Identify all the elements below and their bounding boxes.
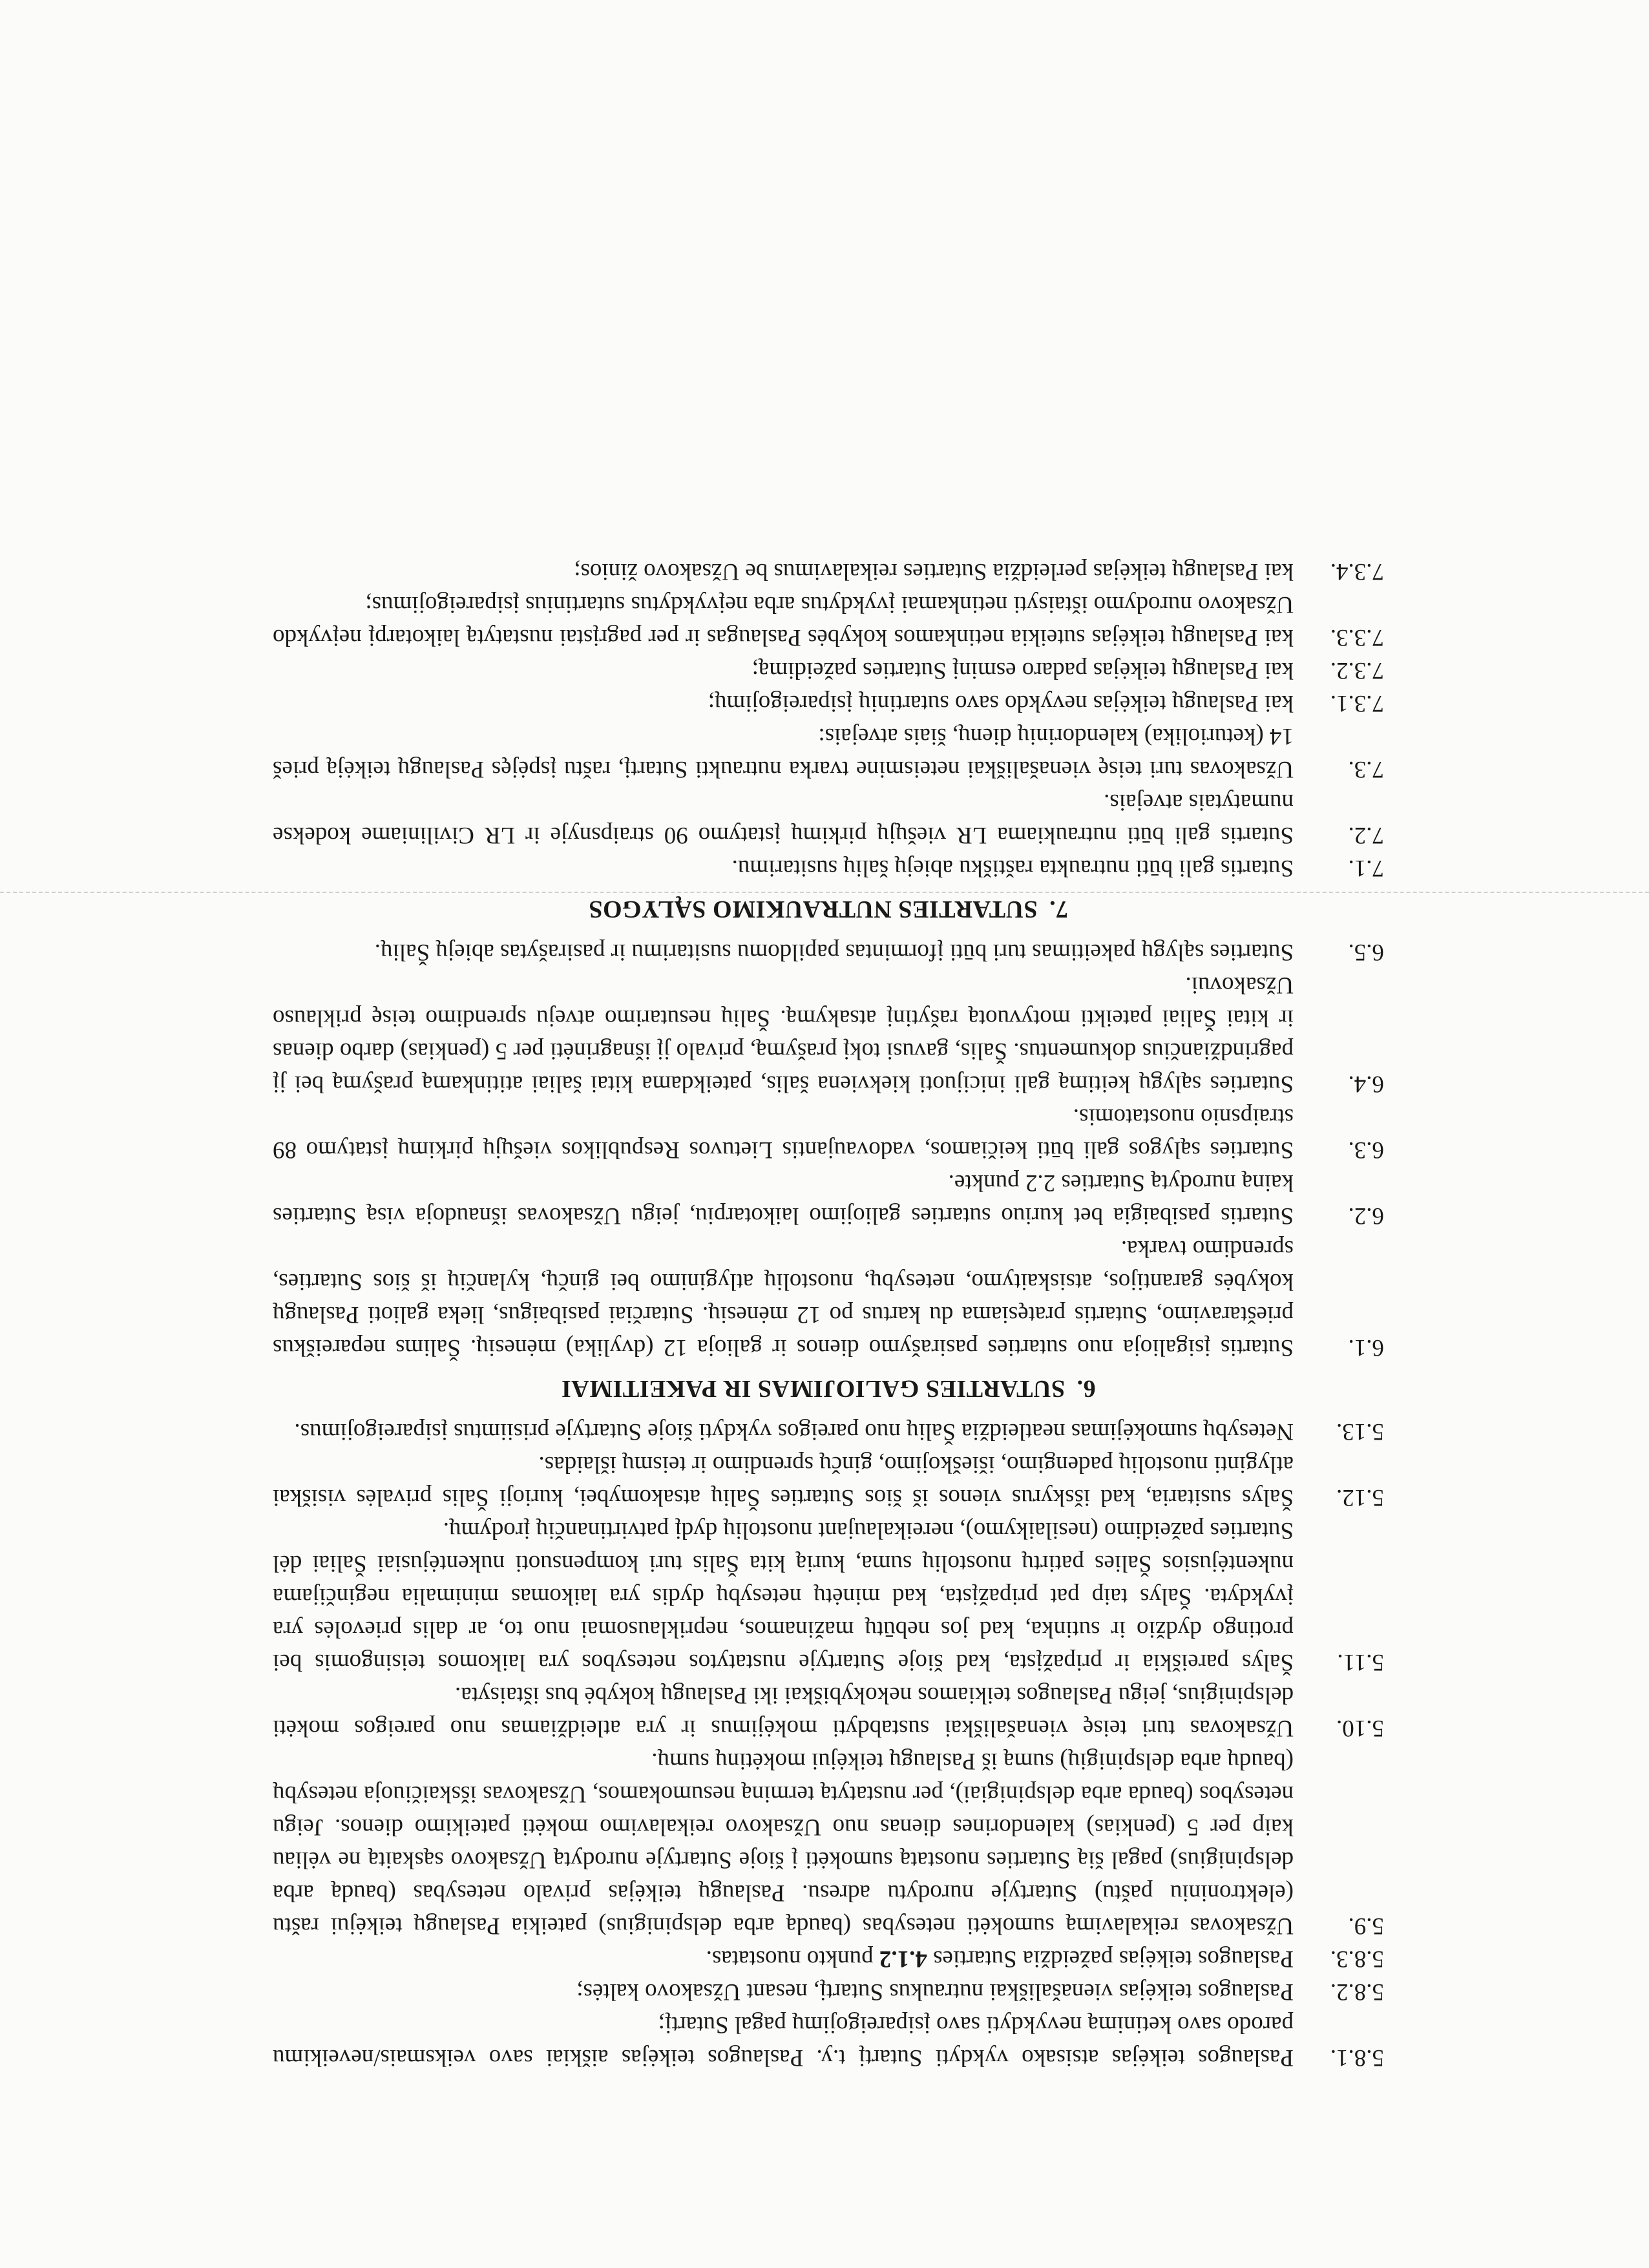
document-body <box>273 555 1384 2074</box>
clause-7-3-3 <box>273 588 1384 654</box>
section-title: SUTARTIES GALIOJIMAS IR PAKEITIMAI <box>561 1375 1066 1402</box>
clause-text: Užsakovas turi teisę vienašališkai sustabdyti mokėjimus ir yra atleidžiamas nuo pareigos mokėti delspinigius, jeigu Paslaugos teikiamos nekokybiškai iki Paslaugų kokybė bus ištaisyta. <box>273 1682 1294 1741</box>
clause-number: 7.3. <box>1348 756 1384 782</box>
clause-6-1 <box>273 1232 1384 1364</box>
clause-text: kai Paslaugų teikėjas nevykdo savo sutartinių įsipareigojimų; <box>708 690 1294 717</box>
clause-7-1 <box>273 852 1384 885</box>
clause-text-pre: Paslaugos teikėjas pažeidžia Sutarties <box>927 1946 1294 1972</box>
clause-text: kai Paslaugų teikėjas perleidžia Sutarties reikalavimus be Užsakovo žinios; <box>574 558 1294 585</box>
section-7-heading <box>273 892 1384 925</box>
clause-text: Paslaugos teikėjas vienašališkai nutraukus Sutartį, nesant Užsakovo kaltės; <box>576 1979 1294 2005</box>
clause-text: Sutartis įsigalioja nuo sutarties pasirašymo dienos ir galioja 12 (dvylika) mėnesių. Šalims nepareiškus prieštaravimo, Sutartis pratęsiama du kartus po 12 mėnesių. Sutarčiai pasibaigus, lieka galioti Paslaugų kokybės garantijos, atsiskaitymo, netesybų, nuostolių atlyginimo bei ginčų, kylančių iš šios Sutarties, sprendimo tvarka. <box>273 1235 1294 1361</box>
clause-number: 5.8.2. <box>1330 1979 1384 2005</box>
clause-text: Šalys susitaria, kad išskyrus vienos iš šios Sutarties Šalių atsakomybei, kurioji Šalis privalės visiškai atlyginti nuostolių padengimo, išieškojimo, ginčų sprendimo ir teismų išlaidas. <box>273 1451 1294 1511</box>
section-number: 6. <box>1077 1375 1096 1402</box>
clause-text-post: punkto nuostatas. <box>706 1946 879 1972</box>
clause-text: Sutarties sąlygų pakeitimas turi būti įformintas papildomu susitarimu ir pasirašytas abiejų Šalių. <box>374 939 1294 965</box>
clause-text: kai Paslaugų teikėjas suteikia netinkamos kokybės Paslaugas ir per pagrįstai nustatytą laikotarpį neįvykdo Užsakovo nurodymo ištaisyti netinkamai įvykdytus arba neįvykdytus sutartinius įsipareigojimus; <box>273 591 1294 651</box>
clause-5-8-1 <box>273 2008 1384 2074</box>
clause-number: 7.3.1. <box>1330 690 1384 717</box>
clause-text: Užsakovas turi teisę vienašališkai neteisminе tvarka nutraukti Sutartį, raštu įspėjęs Paslaugų teikėją prieš 14 (keturiolika) kalendorinių dienų, šiais atvejais: <box>273 723 1294 782</box>
clause-7-3-1 <box>273 687 1384 720</box>
clause-number: 6.4. <box>1348 1071 1384 1097</box>
clause-7-3 <box>273 720 1384 786</box>
clause-number: 5.9. <box>1348 1913 1384 1939</box>
clause-text: Netesybų sumokėjimas neatleidžia Šalių nuo pareigos vykdyti šioje Sutartyje prisiimtus įsipareigojimus. <box>294 1418 1294 1445</box>
clause-number: 7.1. <box>1348 855 1384 881</box>
clause-text: Sutarties sąlygos gali būti keičiamos, vadovaujantis Lietuvos Respublikos viešųjų pirkimų įstatymo 89 straipsnio nuostatomis. <box>273 1104 1294 1163</box>
clause-number: 7.3.3. <box>1330 624 1384 651</box>
clause-text: Paslaugos teikėjas atsisako vykdyti Sutartį t.y. Paslaugos teikėjas aiškiai savo veiksmais/neveikimu parodo savo ketinimą nevykdyti savo įsipareigojimų pagal Sutartį; <box>273 2011 1294 2071</box>
clause-text: Užsakovas reikalavimą sumokėti netesybas (baudą arba delspinigius) pateikia Paslaugų teikėjui raštu (elektroniniu paštu) Sutartyje nurodytu adresu. Paslaugų teikėjas privalo netesybas (baudą arba delspinigius) pagal šią Sutarties nuostatą sumokėti į šioje Sutartyje nurodytą Užsakovo sąskaitą ne vėliau kaip per 5 (penkias) kalendorines dienas nuo Užsakovo reikalavimo mokėti pateikimo dienos. Jeigu netesybos (bauda arba delspinigiai), per nustatytą terminą nesumokamos, Užsakovas išskaičiuoja netesybų (baudų arba delspinigių) sumą iš Paslaugų teikėjui mokėtinų sumų. <box>273 1748 1294 1939</box>
clause-number: 6.5. <box>1348 939 1384 965</box>
clause-number: 5.8.3. <box>1330 1946 1384 1972</box>
clause-text: Sutartis pasibaigia bet kuriuo sutarties galiojimo laikotarpiu, jeigu Užsakovas išnaudoja visą Sutarties kainą nurodytą Sutarties 2.2 punkte. <box>273 1170 1294 1229</box>
clause-number: 5.12. <box>1336 1484 1384 1511</box>
clause-7-2 <box>273 786 1384 852</box>
clause-number: 7.3.4. <box>1330 558 1384 585</box>
clause-5-8-2 <box>273 1975 1384 2008</box>
clause-text <box>273 1942 1294 1975</box>
clause-text: Sutarties sąlygų keitimą gali inicijuoti kiekviena šalis, pateikdama kitai šaliai atitinkamą prašymą bei jį pagrindžiančius dokumentus. Šalis, gavusi tokį prašymą, privalo jį išnagrinėti per 5 (penkias) darbo dienas ir kitai Šaliai pateikti motyvuotą rašytinį atsakymą. Šalių nesutarimo atveju sprendimo teisę priklauso Užsakovui. <box>273 972 1294 1097</box>
clause-6-5 <box>273 936 1384 969</box>
clause-number: 6.2. <box>1348 1202 1384 1229</box>
clause-number: 5.8.1. <box>1330 2044 1384 2071</box>
clause-5-12 <box>273 1448 1384 1514</box>
clause-number: 6.1. <box>1348 1334 1384 1361</box>
clause-text: Sutartis gali būti nutraukiama LR viešųjų pirkimų įstatymo 90 straipsnyje ir LR Civiliniame kodekse numatytais atvejais. <box>273 789 1294 848</box>
clause-number: 5.10. <box>1336 1715 1384 1741</box>
clause-number: 5.13. <box>1336 1418 1384 1445</box>
clause-5-13 <box>273 1415 1384 1448</box>
clause-7-3-2 <box>273 654 1384 687</box>
clause-text: Šalys pareiškia ir pripažįsta, kad šioje Sutartyje nustatytos netesybos yra laikomos teisingomis bei protingo dydžio ir sutinka, kad jos nebūtų mažinamos, nepriklausomai nuo to, ar dalis prievolės yra įvykdyta. Šalys taip pat pripažįsta, kad minėtų netesybų dydis yra laikomas minimalia neginčijama nukentėjusios Šalies patirtų nuostolių suma, kurią kita Šalis turi kompensuoti nukentėjusiai Šaliai dėl Sutarties pažeidimo (nesilaikymo), nereikalaujant nuostolių dydį patvirtinančių įrodymų. <box>273 1517 1294 1675</box>
clause-reference-bold: 4.1.2 <box>879 1946 927 1972</box>
clause-6-2 <box>273 1166 1384 1232</box>
clause-text: kai Paslaugų teikėjas padaro esminį Sutarties pažeidimą; <box>751 657 1294 684</box>
section-number: 7. <box>1049 896 1069 923</box>
clause-number: 6.3. <box>1348 1137 1384 1163</box>
clause-text: Sutartis gali būti nutraukta raštišku abiejų šalių susitarimu. <box>731 855 1294 881</box>
clause-7-3-4 <box>273 555 1384 588</box>
clause-number: 5.11. <box>1337 1649 1384 1675</box>
clause-6-3 <box>273 1100 1384 1166</box>
section-6-heading <box>273 1372 1384 1405</box>
clause-5-9 <box>273 1745 1384 1942</box>
section-title: SUTARTIES NUTRAUKIMO SĄLYGOS <box>588 896 1038 923</box>
clause-number: 7.2. <box>1348 822 1384 848</box>
clause-6-4 <box>273 969 1384 1100</box>
clause-number: 7.3.2. <box>1330 657 1384 684</box>
clause-5-11 <box>273 1514 1384 1679</box>
clause-5-8-3 <box>273 1942 1384 1975</box>
clause-5-10 <box>273 1679 1384 1745</box>
